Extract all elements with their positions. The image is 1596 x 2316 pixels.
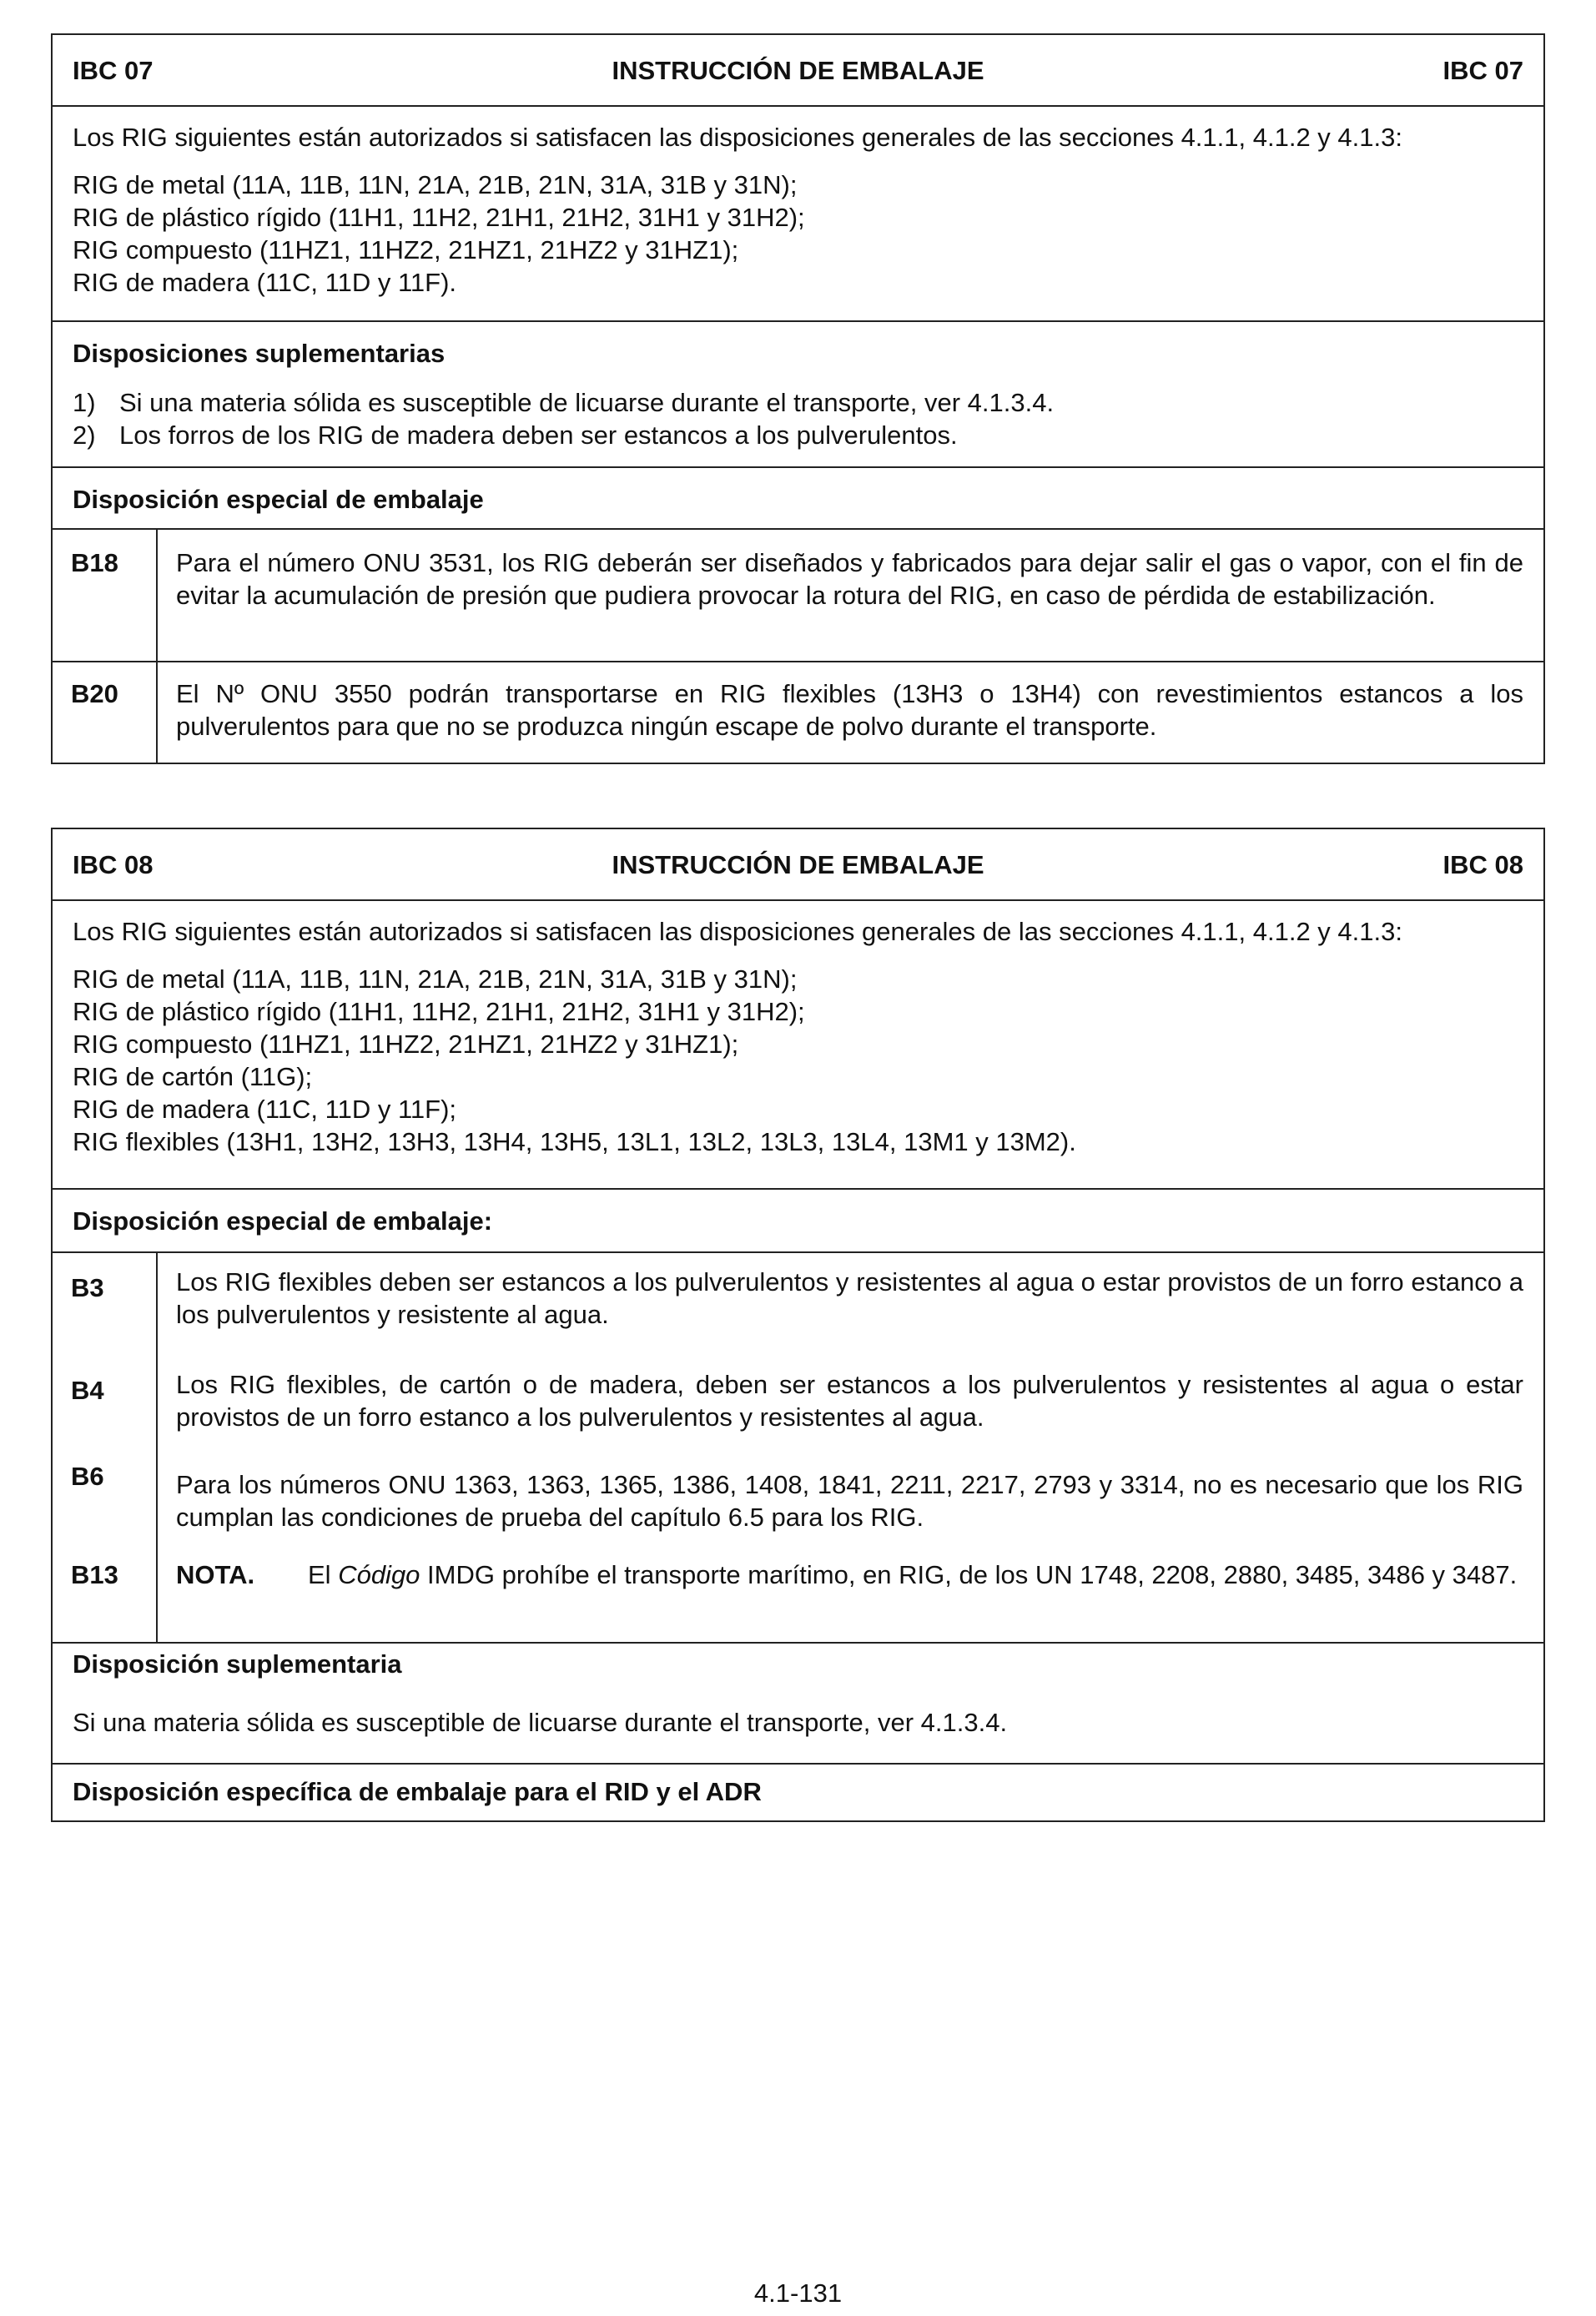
ibc08-text-b6: Para los números ONU 1363, 1363, 1365, 1386, 1408, 1841, 2211, 2217, 2793 y 3314, no es necesario que los RIG cumplan las condiciones de prueba del capítulo 6.5 para los RIG. <box>176 1470 1523 1532</box>
ibc08-special-heading: Disposición especial de embalaje: <box>53 1188 1543 1251</box>
ibc07-authorized-section <box>53 105 1543 320</box>
ibc08-rig-plastico: RIG de plástico rígido (11H1, 11H2, 21H1, 21H2, 31H1 y 31H2); <box>73 997 805 1026</box>
ibc08-rig-carton: RIG de cartón (11G); <box>73 1062 313 1091</box>
ibc07-special-heading: Disposición especial de embalaje <box>53 466 1543 528</box>
ibc07-supp-item <box>73 386 1523 419</box>
ibc07-rig-madera: RIG de madera (11C, 11D y 11F). <box>73 268 457 297</box>
ibc07-code-left: IBC 07 <box>73 55 154 85</box>
ibc08-rig-metal: RIG de metal (11A, 11B, 11N, 21A, 21B, 21N, 31A, 31B y 31N); <box>73 964 798 994</box>
ibc07-rig-metal: RIG de metal (11A, 11B, 11N, 21A, 21B, 21N, 31A, 31B y 31N); <box>73 170 798 199</box>
ibc07-table <box>51 33 1545 764</box>
ibc08-code-b6: B6 <box>71 1462 104 1491</box>
ibc08-intro: Los RIG siguientes están autorizados si satisfacen las disposiciones generales de las secciones 4.1.1, 4.1.2 y 4.1.3: <box>73 917 1402 946</box>
page-number: 4.1-131 <box>753 2278 843 2308</box>
ibc08-nota-pre: El <box>308 1560 339 1589</box>
ibc07-text-b20: El Nº ONU 3550 podrán transportarse en RIG flexibles (13H3 o 13H4) con revestimientos estancos a los pulverulentos para que no se produzca ningún escape de polvo durante el transporte. <box>176 679 1523 741</box>
ibc08-rid-adr-heading: Disposición específica de embalaje para el RID y el ADR <box>53 1763 1543 1820</box>
ibc07-supplementary-section <box>53 320 1543 466</box>
ibc07-special-b20 <box>53 661 1543 763</box>
ibc08-code-b4: B4 <box>71 1376 104 1405</box>
ibc07-title: INSTRUCCIÓN DE EMBALAJE <box>612 55 984 85</box>
ibc08-code-b13: B13 <box>71 1560 118 1589</box>
ibc08-special-texts <box>158 1253 1543 1642</box>
ibc08-table <box>51 828 1545 1822</box>
ibc08-special-block <box>53 1251 1543 1642</box>
ibc07-rig-plastico: RIG de plástico rígido (11H1, 11H2, 21H1, 21H2, 31H1 y 31H2); <box>73 203 805 232</box>
ibc07-intro: Los RIG siguientes están autorizados si satisfacen las disposiciones generales de las secciones 4.1.1, 4.1.2 y 4.1.3: <box>73 123 1402 152</box>
ibc08-supplementary-section <box>53 1642 1543 1763</box>
ibc08-authorized-section <box>53 899 1543 1188</box>
ibc07-text-b18: Para el número ONU 3531, los RIG deberán ser diseñados y fabricados para dejar salir el gas o vapor, con el fin de evitar la acumulación de presión que pudiera provocar la rotura del RIG, en caso de pérdida de estabilización. <box>176 548 1523 610</box>
ibc08-text-b4: Los RIG flexibles, de cartón o de madera, deben ser estancos a los pulverulentos y resistentes al agua o estar provistos de un forro estanco a los pulverulentos y resistentes al agua. <box>176 1370 1523 1432</box>
ibc08-header <box>53 829 1543 899</box>
ibc08-text-b3: Los RIG flexibles deben ser estancos a los pulverulentos y resistentes al agua o estar provistos de un forro estanco a los pulverulentos y resistente al agua. <box>176 1267 1523 1329</box>
ibc08-rig-flexibles: RIG flexibles (13H1, 13H2, 13H3, 13H4, 13H5, 13L1, 13L2, 13L3, 13L4, 13M1 y 13M2). <box>73 1127 1076 1156</box>
ibc08-code-left: IBC 08 <box>73 849 154 879</box>
ibc08-rig-madera: RIG de madera (11C, 11D y 11F); <box>73 1095 457 1124</box>
ibc07-special-b18 <box>53 528 1543 661</box>
ibc07-rig-compuesto: RIG compuesto (11HZ1, 11HZ2, 21HZ1, 21HZ2 y 31HZ1); <box>73 235 739 264</box>
ibc07-code-b18: B18 <box>53 530 158 661</box>
ibc08-nota <box>176 1558 1523 1591</box>
ibc08-supp-text: Si una materia sólida es susceptible de licuarse durante el transporte, ver 4.1.3.4. <box>73 1708 1008 1737</box>
ibc08-nota-italic: Código <box>338 1560 420 1589</box>
ibc08-nota-label: NOTA. <box>176 1560 255 1589</box>
ibc07-code-b20: B20 <box>53 662 158 763</box>
ibc08-supp-heading: Disposición suplementaria <box>73 1649 402 1679</box>
ibc08-code-b3: B3 <box>71 1273 104 1302</box>
ibc07-supp-text-2: Los forros de los RIG de madera deben ser estancos a los pulverulentos. <box>119 420 958 450</box>
ibc07-supp-num-1: 1) <box>73 388 96 417</box>
ibc08-nota-text <box>308 1558 1523 1591</box>
ibc07-supp-item <box>73 419 1523 451</box>
ibc07-supp-text-1: Si una materia sólida es susceptible de licuarse durante el transporte, ver 4.1.3.4. <box>119 388 1055 417</box>
ibc08-title: INSTRUCCIÓN DE EMBALAJE <box>612 849 984 879</box>
ibc08-nota-post: IMDG prohíbe el transporte marítimo, en RIG, de los UN 1748, 2208, 2880, 3485, 3486 y 3487. <box>420 1560 1518 1589</box>
ibc07-supp-heading: Disposiciones suplementarias <box>73 339 446 368</box>
ibc08-code-right: IBC 08 <box>1442 849 1523 879</box>
ibc07-header <box>53 35 1543 105</box>
ibc07-supp-num-2: 2) <box>73 420 96 450</box>
ibc07-code-right: IBC 07 <box>1442 55 1523 85</box>
ibc08-rig-compuesto: RIG compuesto (11HZ1, 11HZ2, 21HZ1, 21HZ2 y 31HZ1); <box>73 1030 739 1059</box>
ibc08-special-codes <box>53 1253 158 1642</box>
